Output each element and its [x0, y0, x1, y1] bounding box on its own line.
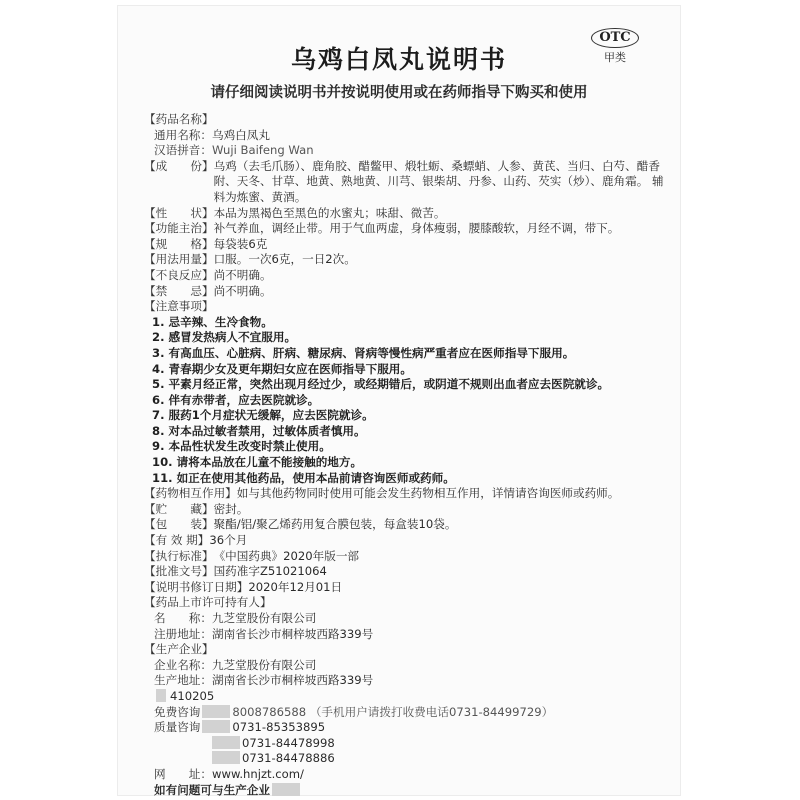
pinyin-row — [144, 143, 664, 159]
redacted-block — [156, 689, 166, 702]
revision-row — [144, 580, 664, 596]
quality-consult-value: 0731-85353895 — [232, 720, 326, 735]
approval-value: 国药准字Z51021064 — [213, 564, 327, 579]
standard-row — [144, 549, 664, 565]
spec-value: 每袋装6克 — [213, 236, 268, 251]
precaution-item: 7. 服药1个月症状无缓解，应去医院就诊。 — [152, 408, 374, 423]
redacted-block — [212, 751, 240, 764]
redacted-block — [202, 705, 230, 718]
phone-1-value: 0731-84478998 — [242, 735, 335, 750]
package-label: 【包 装】 — [144, 517, 214, 532]
maker-name-row — [144, 658, 664, 674]
precautions-header: 【注意事项】 — [144, 299, 214, 314]
contra-row — [144, 284, 664, 300]
phone-2-value: 0731-84478886 — [242, 751, 335, 766]
phone-1-row — [144, 736, 664, 752]
phone-2-row — [144, 751, 664, 767]
package-row — [144, 517, 664, 533]
drug-name-header: 【药品名称】 — [144, 112, 214, 126]
ingredients-value: 乌鸡（去毛爪肠）、鹿角胶、醋鳖甲、煅牡蛎、桑螵蛸、人参、黄芪、当归、白芍、醋香附、天冬、甘草、地黄、熟地黄、川芎、银柴胡、丹参、山药、芡实（炒）、鹿角霜。 辅料为炼蜜、黄酒。 — [213, 158, 664, 204]
free-consult-row — [144, 705, 664, 721]
website-value: www.hnjzt.com/ — [211, 766, 304, 781]
precaution-item: 10. 请将本品放在儿童不能接触的地方。 — [152, 455, 363, 470]
footer-row — [144, 783, 664, 799]
holder-name-row — [144, 611, 664, 627]
validity-label: 【有 效 期】 — [144, 533, 210, 548]
precaution-item: 3. 有高血压、心脏病、肝病、糖尿病、肾病等慢性病严重者应在医师指导下服用。 — [152, 345, 575, 360]
storage-value: 密封。 — [213, 501, 249, 516]
postcode-value: 410205 — [170, 688, 215, 703]
contra-label: 【禁 忌】 — [144, 283, 214, 298]
leaflet-content — [144, 112, 664, 798]
precaution-item: 9. 本品性状发生改变时禁止使用。 — [152, 439, 331, 454]
contra-value: 尚不明确。 — [213, 283, 272, 298]
precaution-item: 1. 忌辛辣、生冷食物。 — [152, 314, 273, 329]
free-consult-label: 免费咨询 — [154, 704, 201, 719]
usage-row — [144, 252, 664, 268]
spec-label: 【规 格】 — [144, 236, 214, 251]
character-row — [144, 206, 664, 222]
ingredients-row — [144, 159, 664, 206]
ingredients-label: 【成 份】 — [144, 158, 214, 173]
maker-address-row — [144, 673, 664, 689]
holder-address-row — [144, 627, 664, 643]
redacted-block — [212, 736, 240, 749]
adverse-row — [144, 268, 664, 284]
revision-label: 【说明书修订日期】 — [144, 579, 249, 594]
standard-value: 《中国药典》2020年版一部 — [213, 548, 360, 563]
package-value: 聚酯/铝/聚乙烯药用复合膜包装，每盒装10袋。 — [213, 517, 457, 532]
adverse-value: 尚不明确。 — [213, 267, 272, 282]
generic-name-value: 乌鸡白凤丸 — [211, 127, 270, 142]
character-value: 本品为黑褐色至黑色的水蜜丸；味甜、微苦。 — [213, 205, 446, 220]
standard-label: 【执行标准】 — [144, 548, 214, 563]
generic-name-row — [144, 128, 664, 144]
validity-value: 36个月 — [209, 533, 248, 548]
precaution-item: 8. 对本品过敏者禁用，过敏体质者慎用。 — [152, 423, 366, 438]
footer-note: 如有问题可与生产企业 — [154, 782, 270, 797]
holder-address-label: 注册地址： — [154, 626, 212, 641]
leaflet-sheet — [118, 6, 680, 795]
function-label: 【功能主治】 — [144, 221, 214, 236]
maker-name-label: 企业名称： — [154, 657, 212, 672]
approval-row — [144, 564, 664, 580]
maker-address-label: 生产地址： — [154, 673, 212, 688]
document-title: 乌鸡白凤丸说明书 — [290, 45, 507, 74]
quality-consult-label: 质量咨询 — [154, 720, 201, 735]
otc-mark: OTC — [591, 28, 638, 48]
pinyin-value: Wuji Baifeng Wan — [211, 143, 314, 158]
precaution-item: 11. 如正在使用其他药品，使用本品前请咨询医师或药师。 — [152, 470, 455, 485]
holder-name-label: 名 称： — [154, 611, 212, 625]
spec-row — [144, 237, 664, 253]
holder-address-value: 湖南省长沙市桐梓坡西路339号 — [211, 626, 374, 641]
maker-name-value: 九芝堂股份有限公司 — [211, 657, 317, 672]
website-label: 网 址： — [154, 766, 212, 781]
revision-value: 2020年12月01日 — [248, 579, 343, 594]
redacted-block — [272, 783, 300, 796]
function-value: 补气养血，调经止带。用于气血两虚，身体瘦弱，腰膝酸软，月经不调，带下。 — [213, 221, 620, 236]
precautions-list — [144, 315, 664, 487]
usage-label: 【用法用量】 — [144, 252, 214, 267]
pinyin-label: 汉语拼音： — [154, 143, 212, 158]
adverse-label: 【不良反应】 — [144, 267, 214, 282]
maker-header: 【生产企业】 — [144, 642, 214, 657]
approval-label: 【批准文号】 — [144, 564, 214, 579]
document-subtitle: 请仔细阅读说明书并按说明使用或在药师指导下购买和使用 — [210, 85, 588, 101]
storage-label: 【贮 藏】 — [144, 501, 214, 516]
interaction-row — [144, 486, 664, 502]
maker-address-value: 湖南省长沙市桐梓坡西路339号 — [211, 673, 374, 688]
interaction-label: 【药物相互作用】 — [144, 486, 237, 501]
precaution-item: 4. 青春期少女及更年期妇女应在医师指导下服用。 — [152, 361, 412, 376]
usage-value: 口服。一次6克，一日2次。 — [213, 252, 356, 267]
generic-name-label: 通用名称： — [154, 127, 212, 142]
validity-row — [144, 533, 664, 549]
quality-consult-row — [144, 720, 664, 736]
holder-header: 【药品上市许可持有人】 — [144, 595, 272, 610]
postcode-row — [144, 689, 664, 705]
website-row — [144, 767, 664, 783]
otc-class: 甲类 — [604, 51, 626, 64]
character-label: 【性 状】 — [144, 205, 214, 220]
precaution-item: 6. 伴有赤带者，应去医院就诊。 — [152, 392, 320, 407]
storage-row — [144, 502, 664, 518]
holder-name-value: 九芝堂股份有限公司 — [211, 611, 317, 625]
redacted-block — [202, 720, 230, 733]
free-consult-value: 8008786588 （手机用户请拨打收费电话0731-84499729） — [232, 704, 554, 719]
interaction-value: 如与其他药物同时使用可能会发生药物相互作用，详情请咨询医师或药师。 — [236, 486, 620, 501]
precaution-item: 5. 平素月经正常，突然出现月经过少，或经期错后，或阴道不规则出血者应去医院就诊。 — [152, 377, 610, 392]
precaution-item: 2. 感冒发热病人不宜服用。 — [152, 330, 297, 345]
function-row — [144, 221, 664, 237]
